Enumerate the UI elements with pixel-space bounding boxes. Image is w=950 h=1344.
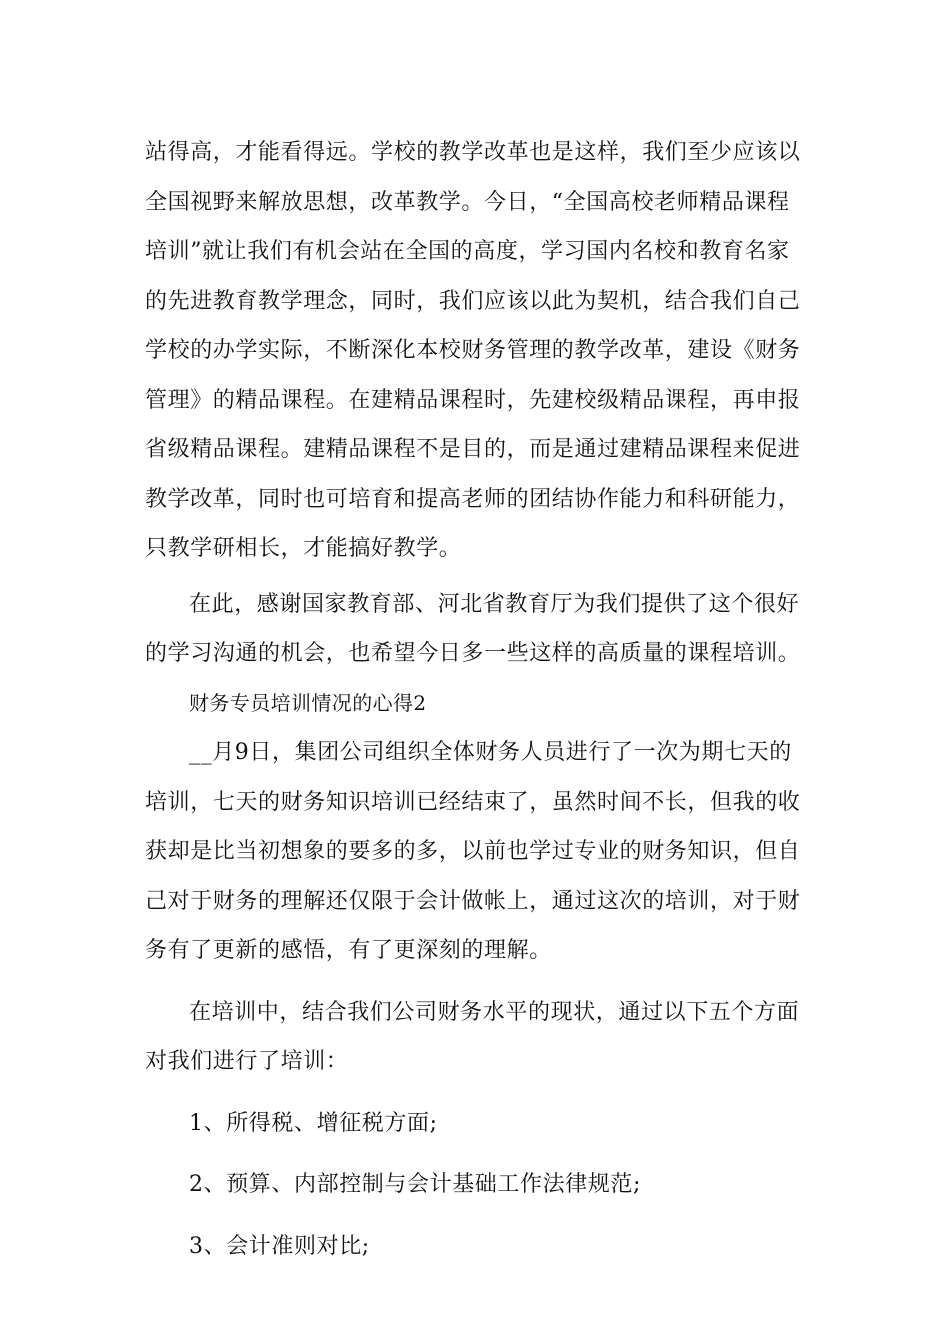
paragraph-line: 培训，七天的财务知识培训已经结束了，虽然时间不长，但我的收 — [145, 789, 801, 815]
list-item: 1、所得税、增征税方面; — [189, 1110, 438, 1136]
paragraph-line: 在培训中，结合我们公司财务水平的现状，通过以下五个方面 — [189, 999, 800, 1025]
document-body — [145, 128, 810, 1271]
paragraph-line: 在此，感谢国家教育部、河北省教育厅为我们提供了这个很好 — [189, 591, 800, 617]
paragraph-line: 的学习沟通的机会，也希望今日多一些这样的高质量的课程培训。 — [145, 641, 801, 666]
paragraph-line: __月9日，集团公司组织全体财务人员进行了一次为期七天的 — [189, 740, 792, 765]
paragraph-line: 获却是比当初想象的要多的多，以前也学过专业的财务知识，但自 — [145, 839, 801, 864]
paragraph-line: 全国视野来解放思想，改革教学。今日，“全国高校老师精品课程 — [145, 189, 790, 215]
paragraph-line: 省级精品课程。建精品课程不是目的，而是通过建精品课程来促进 — [145, 437, 801, 462]
paragraph-line: 培训”就让我们有机会站在全国的高度，学习国内名校和教育名家 — [145, 239, 790, 264]
paragraph-line: 己对于财务的理解还仅限于会计做帐上，通过这次的培训，对于财 — [145, 888, 801, 914]
paragraph-line: 学校的办学实际，不断深化本校财务管理的教学改革，建设《财务 — [145, 338, 801, 363]
paragraph-line: 管理》的精品课程。在建精品课程时，先建校级精品课程，再申报 — [145, 387, 801, 413]
section-heading: 财务专员培训情况的心得2 — [189, 690, 427, 715]
paragraph-line: 对我们进行了培训： — [145, 1049, 349, 1074]
paragraph-line: 站得高，才能看得远。学校的教学改革也是这样，我们至少应该以 — [145, 140, 801, 165]
paragraph-line: 只教学研相长，才能搞好教学。 — [145, 536, 462, 561]
list-item: 3、会计准则对比; — [189, 1233, 370, 1259]
list-item: 2、预算、内部控制与会计基础工作法律规范; — [189, 1172, 642, 1197]
paragraph-line: 教学改革，同时也可培育和提高老师的团结协作能力和科研能力， — [145, 486, 801, 512]
paragraph-line: 务有了更新的感悟，有了更深刻的理解。 — [145, 938, 552, 963]
paragraph-line: 的先进教育教学理念，同时，我们应该以此为契机，结合我们自己 — [145, 288, 801, 314]
